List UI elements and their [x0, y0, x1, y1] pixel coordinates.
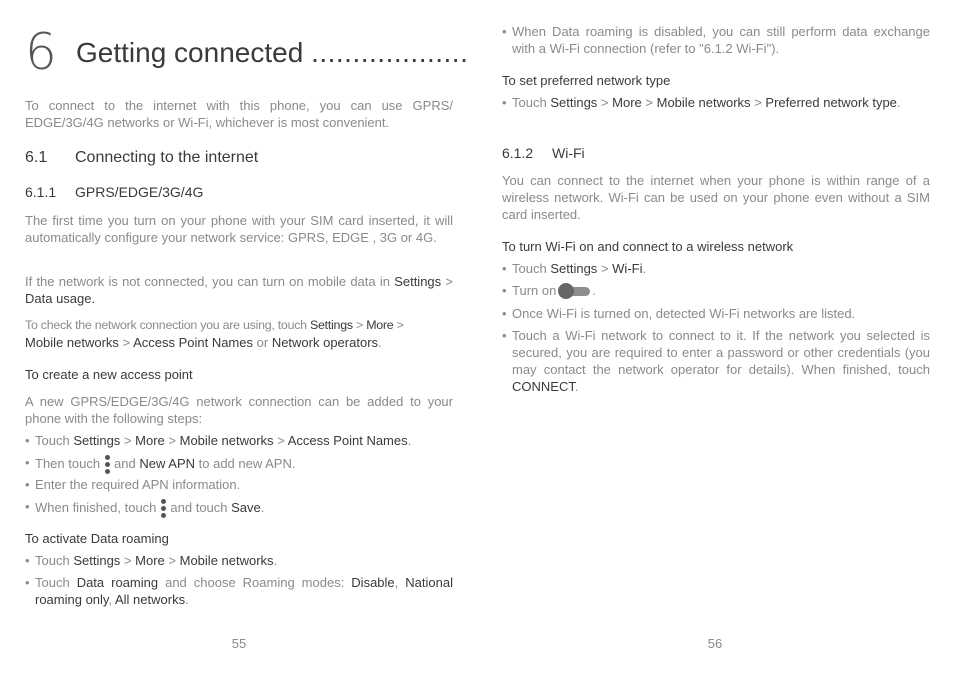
wifi-label: Wi-Fi [612, 261, 643, 276]
bullet: • [502, 24, 507, 39]
separator: > [645, 95, 653, 110]
national-roaming-label: National roaming only [35, 575, 453, 607]
item-text: Touch [35, 553, 70, 568]
bullet: • [25, 477, 30, 492]
settings-label: Settings [310, 318, 353, 332]
list-item: • Touch Settings > More > Mobile networks. [25, 553, 278, 568]
toggle-knob [558, 283, 574, 299]
section-number: 6.1 [25, 149, 48, 166]
separator: > [123, 553, 132, 568]
and-text: and [114, 456, 136, 471]
section-title: Wi-Fi [552, 145, 585, 161]
check-network-line-2: Mobile networks > Access Point Names or Network operators. [25, 335, 382, 350]
separator: > [122, 335, 131, 350]
item-text: Then touch [35, 456, 101, 471]
item-text: Touch [35, 575, 70, 590]
create-access-point-heading: To create a new access point [25, 367, 193, 382]
kebab-menu-icon [104, 454, 110, 474]
network-operators-label: Network operators [271, 335, 379, 350]
list-item: • Touch Settings > More > Mobile networks > Access Point Names. [25, 433, 412, 448]
separator: > [396, 318, 404, 332]
bullet: • [502, 261, 507, 276]
settings-label: Settings [73, 433, 121, 448]
data-usage-label: Data usage. [25, 291, 96, 306]
choose-text: and choose Roaming modes: [165, 575, 345, 590]
new-apn-label: New APN [139, 456, 196, 471]
item-text: Enter the required APN information. [35, 477, 241, 492]
bullet: • [502, 306, 507, 321]
bullet: • [25, 553, 30, 568]
settings-label: Settings [73, 553, 121, 568]
section-6-1-1-heading [25, 183, 453, 201]
chapter-title [76, 36, 468, 70]
bullet: • [25, 433, 30, 448]
and-touch-text: and touch [170, 500, 228, 515]
chapter-heading [25, 23, 469, 84]
bullet: • [502, 95, 507, 110]
separator: > [168, 553, 176, 568]
page-number-left: 55 [231, 636, 247, 651]
wifi-intro-paragraph: You can connect to the internet when your phone is within range of a wireless network. Wi-Fi can be used on your phone even without a SIM card inserted. [502, 173, 930, 222]
kebab-menu-icon [160, 498, 166, 518]
toggle-switch-icon [558, 283, 592, 299]
chapter-number: 6 [25, 23, 57, 81]
all-networks-label: All networks [114, 592, 186, 607]
separator: > [600, 95, 609, 110]
list-item: • Touch Settings > More > Mobile networks > Preferred network type. [502, 95, 901, 110]
mobile-networks-label: Mobile networks [656, 95, 751, 110]
bullet: • [25, 575, 30, 590]
section-title: GPRS/EDGE/3G/4G [75, 184, 204, 200]
data-roaming-heading: To activate Data roaming [25, 531, 169, 546]
chapter-title-dots: ................... [311, 37, 469, 68]
turn-wifi-on-heading: To turn Wi-Fi on and connect to a wireless network [502, 239, 794, 254]
create-intro-paragraph: A new GPRS/EDGE/3G/4G network connection can be added to your phone with the following steps: [25, 394, 453, 426]
preferred-network-heading: To set preferred network type [502, 73, 671, 88]
chapter-title-text: Getting connected [76, 37, 304, 68]
settings-label: Settings [394, 274, 442, 289]
settings-label: Settings [550, 261, 598, 276]
mobile-data-paragraph [25, 273, 453, 307]
list-item: • Touch Settings > Wi-Fi. [502, 261, 647, 276]
separator: > [123, 433, 132, 448]
list-item: • Touch a Wi-Fi network to connect to it. If the network you selected is secured, you are required to enter a password or other credentials (you may contact the network operator for details). When finished, touch CONNECT. [502, 328, 930, 394]
bullet: • [25, 499, 30, 514]
mobile-networks-label: Mobile networks [25, 335, 119, 350]
preferred-network-type-label: Preferred network type [765, 95, 897, 110]
separator: > [441, 274, 453, 289]
paragraph-text: To check the network connection you are using, touch [25, 318, 307, 332]
item-text: Touch a Wi-Fi network to connect to it. If the network you selected is secured, you are required to enter a password or other credentials (you may contact the network operator for details). When finished, touch [512, 328, 930, 377]
section-6-1-heading [25, 148, 453, 168]
separator: > [600, 261, 609, 276]
list-item: • When finished, touch and touch Save. [25, 498, 453, 518]
disable-label: Disable [351, 575, 395, 590]
list-item [502, 305, 930, 322]
item-text: Touch [35, 433, 70, 448]
connect-label: CONNECT [512, 379, 575, 394]
access-point-names-label: Access Point Names [133, 335, 253, 350]
item-text-rest: to add new APN. [198, 456, 296, 471]
section-6-1-2-heading [502, 144, 930, 162]
item-text: Turn on [512, 283, 557, 298]
list-item [25, 454, 453, 474]
mobile-networks-label: Mobile networks [179, 433, 274, 448]
list-item [25, 476, 453, 493]
item-text: When finished, touch [35, 500, 157, 515]
check-network-line [25, 317, 453, 334]
first-time-paragraph: The first time you turn on your phone with your SIM card inserted, it will automatically configure your network service: GPRS, EDGE , 3G or 4G. [25, 213, 453, 245]
section-number: 6.1.1 [25, 184, 57, 200]
item-text: When Data roaming is disabled, you can still perform data exchange with a Wi-Fi connection (refer to "6.1.2 Wi-Fi"). [512, 24, 930, 56]
list-item: • Touch Data roaming and choose Roaming modes: Disable, National roaming only, All networks. [25, 575, 453, 607]
bullet: • [502, 328, 507, 343]
settings-label: Settings [550, 95, 598, 110]
more-label: More [366, 318, 394, 332]
more-label: More [135, 553, 165, 568]
bullet: • [25, 455, 30, 470]
item-text: Once Wi-Fi is turned on, detected Wi-Fi networks are listed. [512, 306, 856, 321]
separator: > [168, 433, 176, 448]
save-label: Save [231, 500, 261, 515]
separator: > [356, 318, 363, 332]
section-title: Connecting to the internet [75, 149, 259, 166]
more-label: More [135, 433, 165, 448]
item-text: Touch [512, 95, 547, 110]
separator: > [277, 433, 285, 448]
access-point-names-label: Access Point Names [287, 433, 408, 448]
list-item [502, 23, 930, 57]
bullet: • [502, 283, 507, 298]
intro-paragraph: To connect to the internet with this phone, you can use GPRS/ EDGE/3G/4G networks or Wi-Fi, whichever is most convenient. [25, 98, 453, 130]
list-item: • Turn on . [502, 283, 596, 298]
item-text: Touch [512, 261, 547, 276]
more-label: More [612, 95, 642, 110]
page-number-right: 56 [707, 636, 723, 651]
mobile-networks-label: Mobile networks [179, 553, 274, 568]
separator: > [754, 95, 762, 110]
paragraph-text: If the network is not connected, you can turn on mobile data in [25, 274, 390, 289]
data-roaming-label: Data roaming [76, 575, 159, 590]
section-number: 6.1.2 [502, 145, 534, 161]
or-text: or [256, 335, 269, 350]
